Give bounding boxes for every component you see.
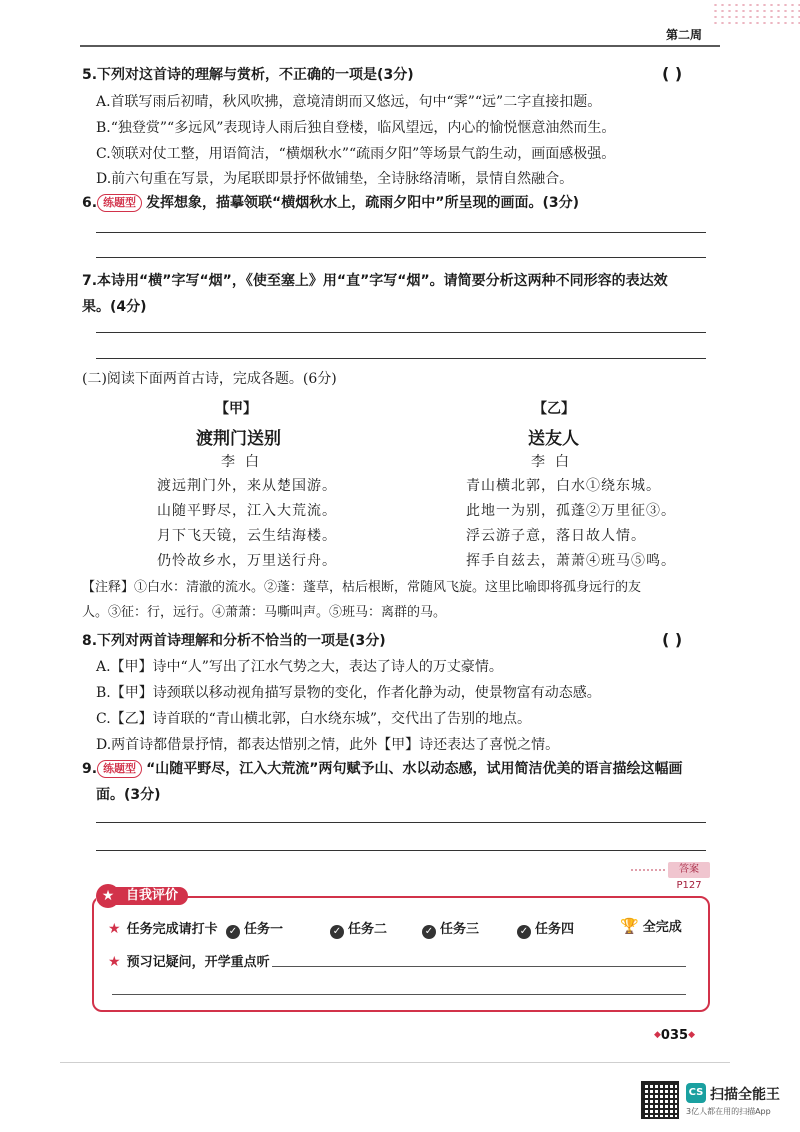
self-evaluation-header <box>96 884 179 908</box>
q9-answer-line-2[interactable] <box>96 850 706 851</box>
check-icon[interactable]: ✓ <box>330 925 344 939</box>
trophy-icon: 🏆 <box>620 917 639 935</box>
poem-b-line-1: 青山横北郭，白水①绕东城。 <box>466 478 661 494</box>
q8-option-a: A.【甲】诗中“人”写出了江水气势之大，表达了诗人的万丈豪情。 <box>96 659 503 675</box>
q8-answer-paren[interactable]: ( ) <box>662 630 683 649</box>
q6-answer-line-2[interactable] <box>96 257 706 258</box>
task-2[interactable] <box>330 918 387 939</box>
answer-reference <box>630 862 710 891</box>
q9-text-line1: “山随平野尽，江入大荒流”两句赋予山、水以动态感，试用简洁优美的语言描绘这幅画 <box>146 761 683 777</box>
check-icon[interactable]: ✓ <box>422 925 436 939</box>
poem-a-line-4: 仍怜故乡水，万里送行舟。 <box>157 553 337 569</box>
notes-line-1: 【注释】①白水：清澈的流水。②蓬：蓬草，枯后根断，常随风飞旋。这里比喻即将孤身远行的友 <box>82 580 642 595</box>
question-note-line-2[interactable] <box>112 994 686 995</box>
poem-b-title: 送友人 <box>528 429 579 449</box>
q6-text: 发挥想象，描摹领联“横烟秋水上，疏雨夕阳中”所呈现的画面。(3分) <box>146 195 580 211</box>
diamond-icon: ◆ <box>688 1030 695 1040</box>
poem-b-label: 【乙】 <box>533 401 575 417</box>
task-4-label: 任务四 <box>535 922 575 937</box>
q8-stem: 8.下列对两首诗理解和分析不恰当的一项是(3分) <box>82 633 386 649</box>
q9-question-line1 <box>82 758 682 778</box>
bottom-rule <box>60 1062 730 1063</box>
q5-option-c: C.领联对仗工整，用语简洁，“横烟秋水”“疏雨夕阳”等场景气韵生动，画面感极强。 <box>96 146 616 162</box>
poem-a-line-3: 月下飞天镜，云生结海楼。 <box>157 528 337 544</box>
decorative-dots <box>712 2 800 24</box>
check-icon[interactable]: ✓ <box>517 925 531 939</box>
q9-text-line2: 面。(3分) <box>96 787 161 803</box>
task-3[interactable] <box>422 918 479 939</box>
poem-a-label: 【甲】 <box>215 401 257 417</box>
task-complete[interactable] <box>620 916 682 935</box>
poem-b-line-3: 浮云游子意，落日故人情。 <box>466 528 646 544</box>
question-note-line-1[interactable] <box>272 966 686 967</box>
self-evaluation-title: 自我评价 <box>116 887 188 905</box>
poem-a-line-1: 渡远荆门外，来从楚国游。 <box>157 478 337 494</box>
question-note-label: 预习记疑问，开学重点听 <box>126 955 270 970</box>
q8-option-c: C.【乙】诗首联的“青山横北郭，白水绕东城”，交代出了告别的地点。 <box>96 711 531 727</box>
week-tag: 第二周 <box>666 28 703 42</box>
q9-answer-line-1[interactable] <box>96 822 706 823</box>
top-rule <box>80 45 720 47</box>
q8-option-d: D.两首诗都借景抒情，都表达惜别之情，此外【甲】诗还表达了喜悦之情。 <box>96 737 560 753</box>
poem-a-line-2: 山随平野尽，江入大荒流。 <box>157 503 337 519</box>
diamond-icon: ◆ <box>654 1030 661 1040</box>
answer-reference-dots <box>630 869 666 871</box>
question-note-row <box>108 951 270 970</box>
poem-a-author: 李白 <box>221 454 269 470</box>
q9-number: 9. <box>82 761 98 777</box>
q9-badge: 练题型 <box>97 760 142 778</box>
section2-heading: (二)阅读下面两首古诗，完成各题。(6分) <box>82 371 337 387</box>
task-1-label: 任务一 <box>244 922 284 937</box>
page-number <box>654 1028 695 1043</box>
poem-a-title: 渡荆门送别 <box>196 429 281 449</box>
q6-question <box>82 192 579 212</box>
q6-answer-line-1[interactable] <box>96 232 706 233</box>
task-checkin-label: 任务完成请打卡 <box>126 922 218 937</box>
poem-b-line-2: 此地一为别，孤蓬②万里征③。 <box>466 503 676 519</box>
poem-b-author: 李白 <box>531 454 579 470</box>
task-checkin-row <box>108 918 218 937</box>
scanner-logo-icon: CS <box>686 1083 706 1103</box>
q5-stem: 5.下列对这首诗的理解与赏析，不正确的一项是(3分) <box>82 67 414 83</box>
answer-reference-tag: 答案P127 <box>668 862 710 878</box>
q8-option-b: B.【甲】诗颈联以移动视角描写景物的变化，作者化静为动，使景物富有动态感。 <box>96 685 601 701</box>
check-icon[interactable]: ✓ <box>226 925 240 939</box>
q5-answer-paren[interactable]: ( ) <box>662 64 683 83</box>
notes-line-2: 人。③征：行，远行。④萧萧：马嘶叫声。⑤班马：离群的马。 <box>82 605 447 620</box>
task-2-label: 任务二 <box>348 922 388 937</box>
q7-answer-line-2[interactable] <box>96 358 706 359</box>
q6-badge: 练题型 <box>97 194 142 212</box>
star-icon: ★ <box>108 921 121 937</box>
scanner-app-name: 扫描全能王 <box>710 1087 780 1103</box>
q5-option-a: A.首联写雨后初晴，秋风吹拂，意境清朗而又悠远，句中“霁”“远”二字直接扣题。 <box>96 94 602 110</box>
poem-b-line-4: 挥手自兹去，萧萧④班马⑤鸣。 <box>466 553 676 569</box>
task-complete-label: 全完成 <box>642 920 682 935</box>
qr-code-icon <box>641 1081 679 1119</box>
task-4[interactable] <box>517 918 574 939</box>
q6-number: 6. <box>82 195 98 211</box>
task-1[interactable] <box>226 918 283 939</box>
q5-option-d: D.前六句重在写景，为尾联即景抒怀做铺垫，全诗脉络清晰，景情自然融合。 <box>96 171 574 187</box>
q7-stem-line2: 果。(4分) <box>82 299 147 315</box>
star-icon: ★ <box>108 954 121 970</box>
scanner-tagline: 3亿人都在用的扫描App <box>686 1107 771 1116</box>
task-3-label: 任务三 <box>440 922 480 937</box>
q5-option-b: B.“独登赏”“多远风”表现诗人雨后独自登楼，临风望远，内心的愉悦惬意油然而生。 <box>96 120 616 136</box>
star-badge-icon: ★ <box>96 884 120 908</box>
q7-stem-line1: 7.本诗用“横”字写“烟”，《使至塞上》用“直”字写“烟”。请简要分析这两种不同形容的表达效 <box>82 273 668 289</box>
page-number-value: 035 <box>660 1028 689 1043</box>
q7-answer-line-1[interactable] <box>96 332 706 333</box>
